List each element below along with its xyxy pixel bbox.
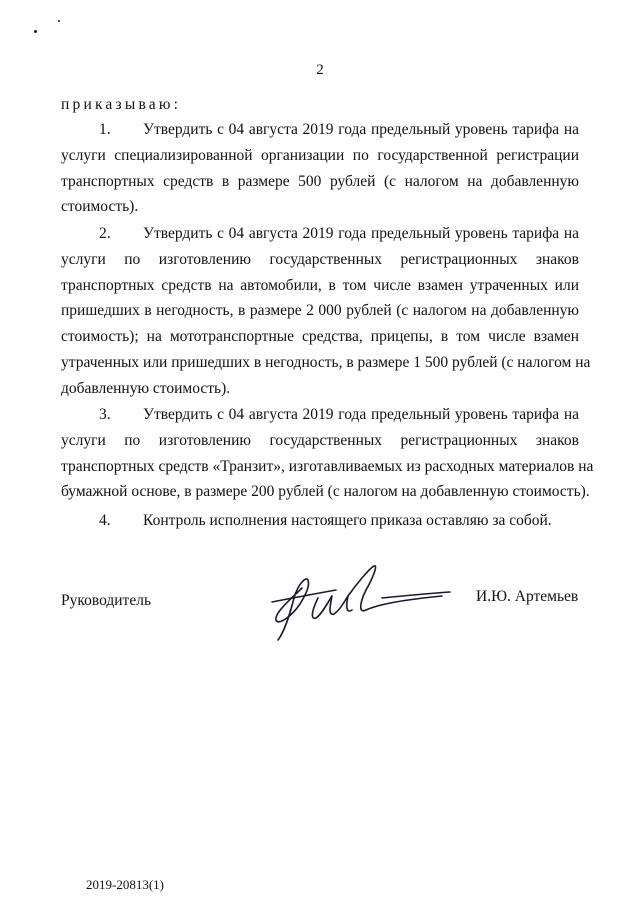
item-line: 1. Утвердить с 04 августа 2019 года предельный уровень тарифа на — [61, 117, 579, 143]
order-intro: приказываю: — [61, 96, 182, 113]
item-line: 3. Утвердить с 04 августа 2019 года предельный уровень тарифа на — [61, 402, 579, 428]
document-code: 2019-20813(1) — [86, 877, 164, 892]
page-number: 2 — [316, 62, 324, 78]
item-line: транспортных средств на автомобили, в том числе взамен утраченных или — [61, 276, 579, 294]
scan-speck — [34, 30, 37, 33]
item-line: стоимость). — [61, 198, 139, 216]
order-item-4 — [61, 508, 579, 534]
item-line: добавленную стоимость). — [61, 379, 231, 397]
scan-speck — [58, 20, 60, 22]
order-item-3 — [61, 402, 594, 505]
item-number: 1. — [99, 121, 111, 138]
item-line: транспортных средств в размере 500 рублей (с налогом на добавленную — [61, 172, 579, 190]
item-line: транспортных средств «Транзит», изготавливаемых из расходных материалов на — [61, 457, 594, 475]
signatory-name: И.Ю. Артемьев — [476, 588, 579, 605]
item-number: 3. — [99, 406, 111, 423]
order-item-1 — [61, 117, 579, 220]
item-line: услуги по изготовлению государственных регистрационных знаков — [61, 431, 579, 449]
item-line: стоимость); на мототранспортные средства, прицепы, в том числе взамен — [61, 328, 579, 346]
item-line: 2. Утвердить с 04 августа 2019 года предельный уровень тарифа на — [61, 221, 579, 247]
item-line: услуги специализированной организации по государственной регистрации — [61, 146, 579, 164]
handwritten-signature — [262, 558, 452, 648]
item-line: 4. Контроль исполнения настоящего приказа оставляю за собой. — [61, 508, 579, 534]
order-item-2 — [61, 221, 591, 402]
item-line: утраченных или пришедших в негодность, в размере 1 500 рублей (с налогом на — [61, 353, 591, 371]
item-line: пришедших в негодность, в размере 2 000 рублей (с налогом на добавленную — [61, 302, 579, 320]
signatory-position: Руководитель — [61, 592, 152, 609]
item-line: услуги по изготовлению государственных регистрационных знаков — [61, 250, 579, 268]
item-line: бумажной основе, в размере 200 рублей (с налогом на добавленную стоимость). — [61, 483, 590, 501]
item-number: 2. — [99, 225, 111, 242]
item-number: 4. — [99, 512, 111, 529]
